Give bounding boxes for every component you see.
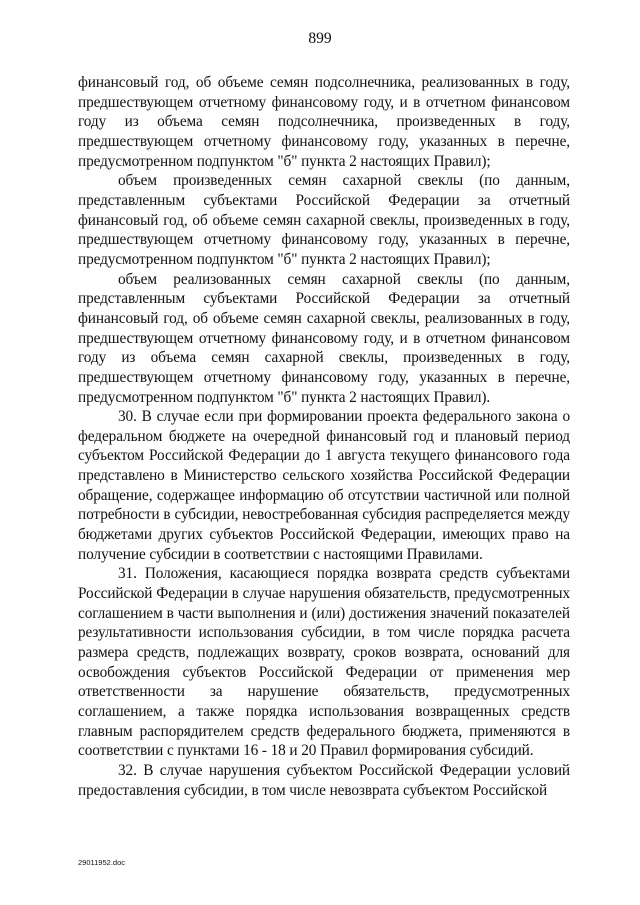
paragraph-clause-31: 31. Положения, касающиеся порядка возврата средств субъектами Российской Федерации в случае нарушения обязательств, предусмотренных соглашением в части выполнения и (или) достижения значений показателей результативности использования субсидии, в том числе порядка расчета размера средств, подлежащих возврату, сроков возврата, оснований для освобождения субъектов Российской Федерации от применения мер ответственности за нарушение обязательств, предусмотренных соглашением, а также порядка использования возвращенных средств главным распорядителем средств федерального бюджета, применяются в соответствии с пунктами 16 - 18 и 20 Правил формирования субсидий.: [78, 565, 570, 760]
page-number: 899: [308, 30, 332, 47]
paragraph-clause-32: 32. В случае нарушения субъектом Российской Федерации условий предоставления субсидии, в том числе невозврата субъектом Российской: [78, 761, 570, 799]
document-body: [78, 73, 570, 800]
footer-file-name: 29011952.doc: [78, 858, 125, 867]
paragraph-clause-30: 30. В случае если при формировании проекта федерального закона о федеральном бюджете на очередной финансовый год и плановый период субъектом Российской Федерации до 1 августа текущего финансового года представлено в Министерство сельского хозяйства Российской Федерации обращение, содержащее информацию об отсутствии частичной или полной потребности в субсидии, невостребованная субсидия распределяется между бюджетами других субъектов Российской Федерации, имеющих право на получение субсидии в соответствии с настоящими Правилами.: [78, 408, 570, 563]
paragraph-seed-sunflower-sales: финансовый год, об объеме семян подсолнечника, реализованных в году, предшествующем отчетному финансовому году, и в отчетном финансовом году из объема семян подсолнечника, произведенных в году, предшествующем отчетному финансовому году, указанных в перечне, предусмотренном подпунктом "б" пункта 2 настоящих Правил);: [78, 74, 570, 170]
paragraph-sugar-beet-produced: объем произведенных семян сахарной свеклы (по данным, представленным субъектами Российской Федерации за отчетный финансовый год, об объеме семян сахарной свеклы, произведенных в году, предшествующем отчетному финансовому году, указанных в перечне, предусмотренном подпунктом "б" пункта 2 настоящих Правил);: [78, 172, 570, 268]
paragraph-sugar-beet-sold: объем реализованных семян сахарной свеклы (по данным, представленным субъектами Российской Федерации за отчетный финансовый год, об объеме семян сахарной свеклы, реализованных в году, предшествующем отчетному финансовому году, и в отчетном финансовом году из объема семян сахарной свеклы, произведенных в году, предшествующем отчетному финансовому году, указанных в перечне, предусмотренном подпунктом "б" пункта 2 настоящих Правил).: [78, 270, 570, 406]
